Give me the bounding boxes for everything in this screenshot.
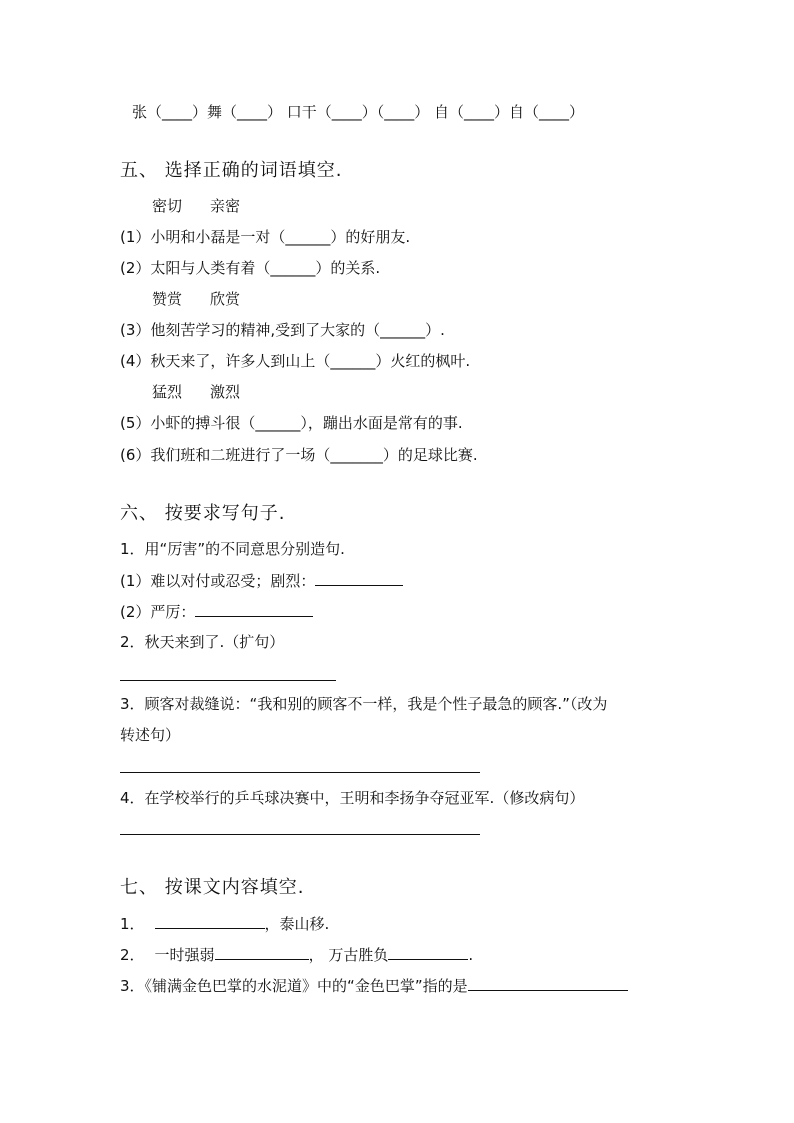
answer-blank[interactable] [388, 944, 468, 960]
prompt-text: ，泰山移. [264, 915, 330, 933]
top-fill-line: 张（____）舞（____） 口干（____）（____） 自（____）自（____） [132, 103, 585, 121]
answer-line[interactable] [120, 772, 480, 773]
section6-question-2: 2．秋天来到了.（扩句） [120, 633, 285, 651]
prompt-text: ， 万古胜负 [308, 946, 389, 964]
section6-title: 六、 按要求写句子. [120, 503, 286, 524]
question-number: 1． [120, 915, 145, 933]
prompt-text: (1）难以对付或忍受；剧烈： [120, 572, 316, 590]
section7-question-3 [120, 975, 628, 996]
section6-question-1a [120, 570, 403, 591]
prompt-text: 3．《铺满金色巴掌的水泥道》中的“金色巴掌”指的是 [120, 977, 468, 995]
word-option: 欣赏 [210, 290, 241, 308]
section5-word-group-2 [152, 289, 240, 309]
prompt-text: . [468, 946, 474, 964]
section7-title: 七、 按课文内容填空. [120, 877, 305, 898]
section6-question-3-line2: 转述句） [120, 726, 181, 744]
answer-blank[interactable] [468, 975, 628, 991]
word-option: 激烈 [210, 383, 241, 401]
prompt-text: 一时强弱 [154, 946, 215, 964]
section5-title: 五、 选择正确的词语填空. [120, 160, 343, 181]
section6-question-1b [120, 601, 313, 622]
answer-blank[interactable] [215, 944, 309, 960]
word-option: 亲密 [210, 197, 241, 215]
answer-blank[interactable] [155, 913, 265, 929]
word-option: 赞赏 [152, 290, 183, 308]
section6-question-1: 1．用“厉害”的不同意思分别造句. [120, 540, 345, 558]
answer-blank[interactable] [195, 601, 313, 617]
section5-question-1: (1）小明和小磊是一对（______）的好朋友. [120, 228, 411, 246]
section7-question-1 [120, 913, 329, 934]
question-number: 2． [120, 946, 145, 964]
section5-question-3: (3）他刻苦学习的精神,受到了大家的（______）. [120, 321, 445, 339]
section5-question-2: (2）太阳与人类有着（______）的关系. [120, 259, 381, 277]
answer-line[interactable] [120, 680, 336, 681]
section7-question-2 [120, 944, 473, 965]
section5-word-group-1 [152, 196, 240, 216]
word-option: 猛烈 [152, 383, 183, 401]
section6-question-4: 4．在学校举行的乒乓球决赛中，王明和李扬争夺冠亚军.（修改病句） [120, 789, 585, 807]
section5-question-5: (5）小虾的搏斗很（______），蹦出水面是常有的事. [120, 414, 463, 432]
word-option: 密切 [152, 197, 183, 215]
answer-line[interactable] [120, 834, 480, 835]
section5-question-4: (4）秋天来了，许多人到山上（______）火红的枫叶. [120, 352, 471, 370]
prompt-text: (2）严厉： [120, 603, 196, 621]
section6-question-3-line1: 3．顾客对裁缝说：“我和别的顾客不一样，我是个性子最急的顾客.”（改为 [120, 695, 608, 713]
answer-blank[interactable] [315, 570, 403, 586]
section5-word-group-3 [152, 382, 240, 402]
section5-question-6: (6）我们班和二班进行了一场（_______）的足球比赛. [120, 446, 478, 464]
